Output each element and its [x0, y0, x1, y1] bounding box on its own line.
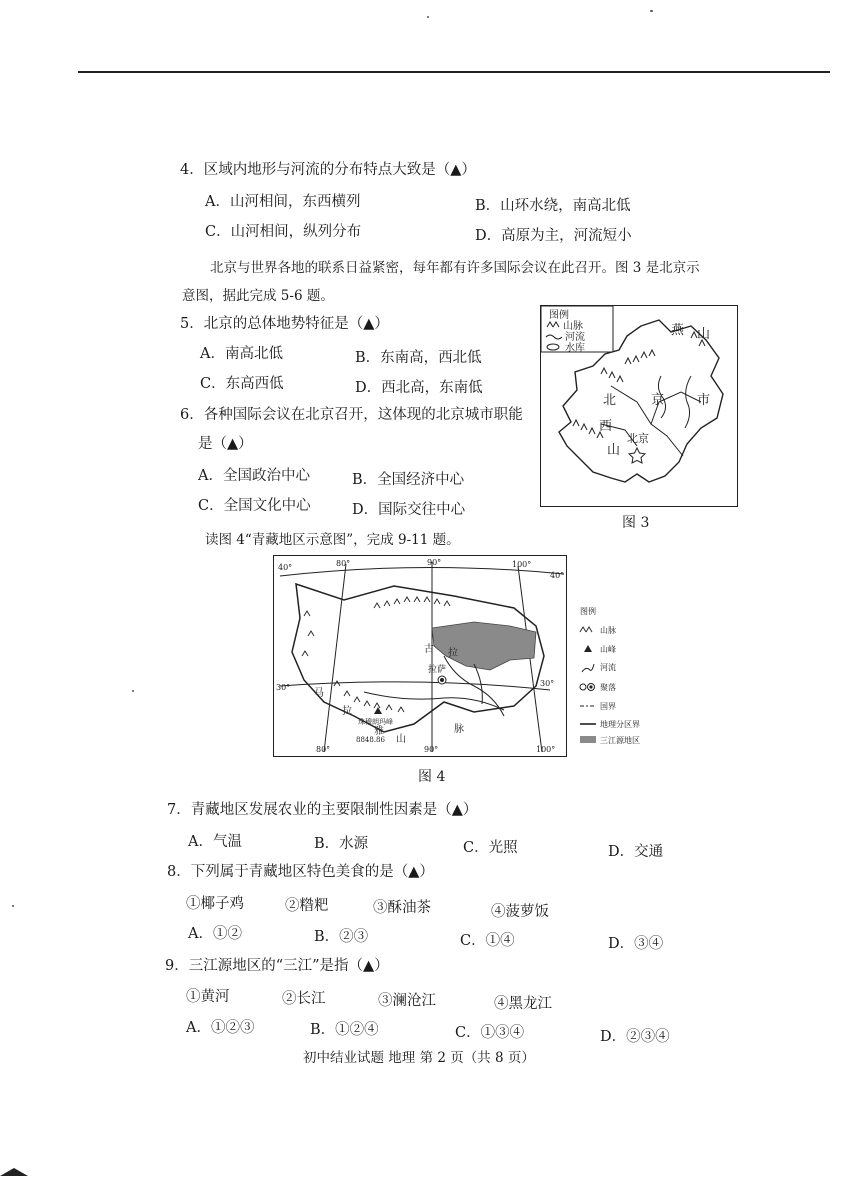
q8-option-b[interactable]: B．②③: [314, 929, 369, 945]
sanjiangyuan-legend-icon: [580, 736, 596, 743]
q8-stem: 8．下列属于青藏地区特色美食的是（▲）: [167, 864, 434, 880]
fig4-legend: [578, 604, 658, 744]
fig3-label-yan: 燕: [671, 323, 685, 338]
fig4-label-la: 拉: [342, 706, 352, 717]
fig4-legend-river: 河流: [600, 663, 616, 672]
q5-option-d[interactable]: D．西北高，东南低: [355, 380, 483, 396]
river-legend-icon: [582, 664, 594, 672]
scan-corner-mark: [0, 1168, 28, 1176]
fig4-label-peak-height: 8848.86: [356, 736, 385, 744]
mountain-legend-icon: [580, 627, 592, 632]
q9-option-b[interactable]: B．①②④: [310, 1022, 379, 1038]
q6-option-d[interactable]: D．国际交往中心: [352, 502, 466, 518]
fig4-label-ma: 马: [314, 688, 324, 699]
fig4-label-mai: 脉: [454, 724, 464, 735]
fig4-label-gu: 古: [424, 644, 434, 655]
q6-stem-line2: 是（▲）: [198, 436, 253, 452]
top-rule: [78, 71, 830, 73]
fig3-label-shan-top: 山: [697, 327, 711, 342]
fig4-lon-80-bottom: 80°: [316, 745, 331, 754]
q5-option-a[interactable]: A．南高北低: [200, 346, 283, 362]
fig4-lon-90-top: 90°: [427, 558, 442, 567]
q7-option-d[interactable]: D．交通: [608, 844, 664, 860]
settlement-legend-icon: [580, 684, 595, 691]
q8-item-2: ②糌粑: [285, 898, 329, 914]
fig4-legend-border: 国界: [600, 702, 616, 711]
fig4-legend-settlement: 聚落: [600, 683, 616, 692]
fig4-lat-30-left: 30°: [276, 683, 291, 692]
fig4-lat-30-right: 30°: [540, 679, 555, 688]
q6-option-a[interactable]: A．全国政治中心: [198, 468, 310, 484]
fig4-legend-title: 图例: [580, 607, 596, 616]
q4-option-d[interactable]: D．高原为主，河流短小: [475, 228, 632, 244]
fig4-lon-100-top: 100°: [512, 560, 532, 569]
q5-option-b[interactable]: B．东南高，西北低: [355, 350, 482, 366]
fig4-label-shan: 山: [396, 734, 406, 745]
fig4-label-ya: 雅: [374, 726, 384, 737]
fig3-label-beijing-city: 北京: [627, 432, 649, 445]
q6-option-b[interactable]: B．全国经济中心: [352, 472, 465, 488]
q4-stem: 4．区域内地形与河流的分布特点大致是（▲）: [180, 162, 476, 178]
fig4-label-la2: 拉: [448, 648, 458, 659]
fig4-caption: 图 4: [418, 769, 446, 785]
q9-item-3: ③澜沧江: [378, 993, 436, 1009]
q8-item-4: ④菠萝饭: [491, 904, 549, 920]
scan-speck: [132, 690, 134, 692]
q9-option-a[interactable]: A．①②③: [186, 1020, 255, 1036]
fig4-lon-100-bottom: 100°: [536, 745, 556, 754]
q5-option-c[interactable]: C．东高西低: [200, 376, 284, 392]
fig3-legend-mountain: 山脉: [563, 321, 583, 332]
fig4-lon-90-bottom: 90°: [424, 745, 439, 754]
intro-5-6-line1: 北京与世界各地的联系日益紧密，每年都有许多国际会议在此召开。图 3 是北京示: [210, 260, 700, 276]
q4-option-a[interactable]: A．山河相间，东西横列: [205, 194, 361, 210]
q4-option-c[interactable]: C．山河相间，纵列分布: [205, 224, 362, 240]
fig4-label-lasa: 拉萨: [428, 665, 447, 675]
q5-stem: 5．北京的总体地势特征是（▲）: [180, 316, 389, 332]
q6-stem-line1: 6．各种国际会议在北京召开，这体现的北京城市职能: [180, 407, 523, 423]
fig4-lat-40-left: 40°: [278, 563, 293, 572]
q9-option-d[interactable]: D．②③④: [600, 1029, 670, 1045]
fig4-legend-sanjiangyuan: 三江源地区: [600, 736, 640, 744]
fig4-lat-40-right: 40°: [550, 571, 565, 580]
q9-item-1: ①黄河: [186, 989, 230, 1005]
q8-item-1: ①椰子鸡: [186, 896, 244, 912]
fig3-legend-river: 河流: [565, 332, 585, 343]
fig3-label-jing: 京: [651, 393, 665, 408]
page-footer: 初中结业试题 地理 第 2 页（共 8 页）: [303, 1050, 535, 1066]
lhasa-settlement-icon: [438, 676, 446, 684]
fig3-label-bei: 北: [603, 393, 617, 408]
q9-option-c[interactable]: C．①③④: [455, 1025, 525, 1041]
figure-3-beijing-map: [540, 305, 738, 507]
intro-9-11: 读图 4“青藏地区示意图”，完成 9-11 题。: [205, 532, 460, 548]
figure-4-qingzang-map: [273, 555, 567, 757]
q9-item-4: ④黑龙江: [494, 996, 552, 1012]
fig4-label-peak-name: 珠穆朗玛峰: [358, 718, 393, 726]
q8-item-3: ③酥油茶: [373, 900, 431, 916]
q7-option-b[interactable]: B．水源: [314, 836, 369, 852]
q8-option-a[interactable]: A．①②: [188, 926, 242, 942]
q7-stem: 7．青藏地区发展农业的主要限制性因素是（▲）: [167, 802, 478, 818]
q9-stem: 9．三江源地区的“三江”是指（▲）: [165, 958, 389, 974]
fig3-caption: 图 3: [622, 515, 650, 531]
q7-option-c[interactable]: C．光照: [463, 840, 518, 856]
fig3-label-xi: 西: [599, 419, 613, 434]
fig4-legend-mountain: 山脉: [600, 626, 616, 635]
fig4-legend-region-boundary: 地理分区界: [600, 720, 640, 729]
fig3-label-shan-left: 山: [607, 443, 621, 458]
q7-option-a[interactable]: A．气温: [188, 834, 242, 850]
q6-option-c[interactable]: C．全国文化中心: [198, 498, 311, 514]
q8-option-d[interactable]: D．③④: [608, 936, 664, 952]
q8-option-c[interactable]: C．①④: [460, 933, 515, 949]
scan-speck: [427, 16, 429, 18]
q9-item-2: ②长江: [282, 991, 326, 1007]
fig3-legend-title: 图例: [549, 310, 569, 321]
scan-speck: [650, 10, 653, 12]
fig3-legend-reservoir: 水库: [565, 343, 585, 354]
fig3-label-shi: 市: [697, 393, 711, 408]
fig4-lon-80-top: 80°: [336, 559, 351, 568]
peak-icon: [374, 707, 382, 714]
q4-option-b[interactable]: B．山环水绕，南高北低: [475, 198, 631, 214]
peak-legend-icon: [584, 645, 592, 652]
scan-speck: [12, 905, 14, 907]
fig4-legend-peak: 山峰: [600, 645, 616, 654]
intro-5-6-line2: 意图，据此完成 5-6 题。: [182, 288, 334, 304]
